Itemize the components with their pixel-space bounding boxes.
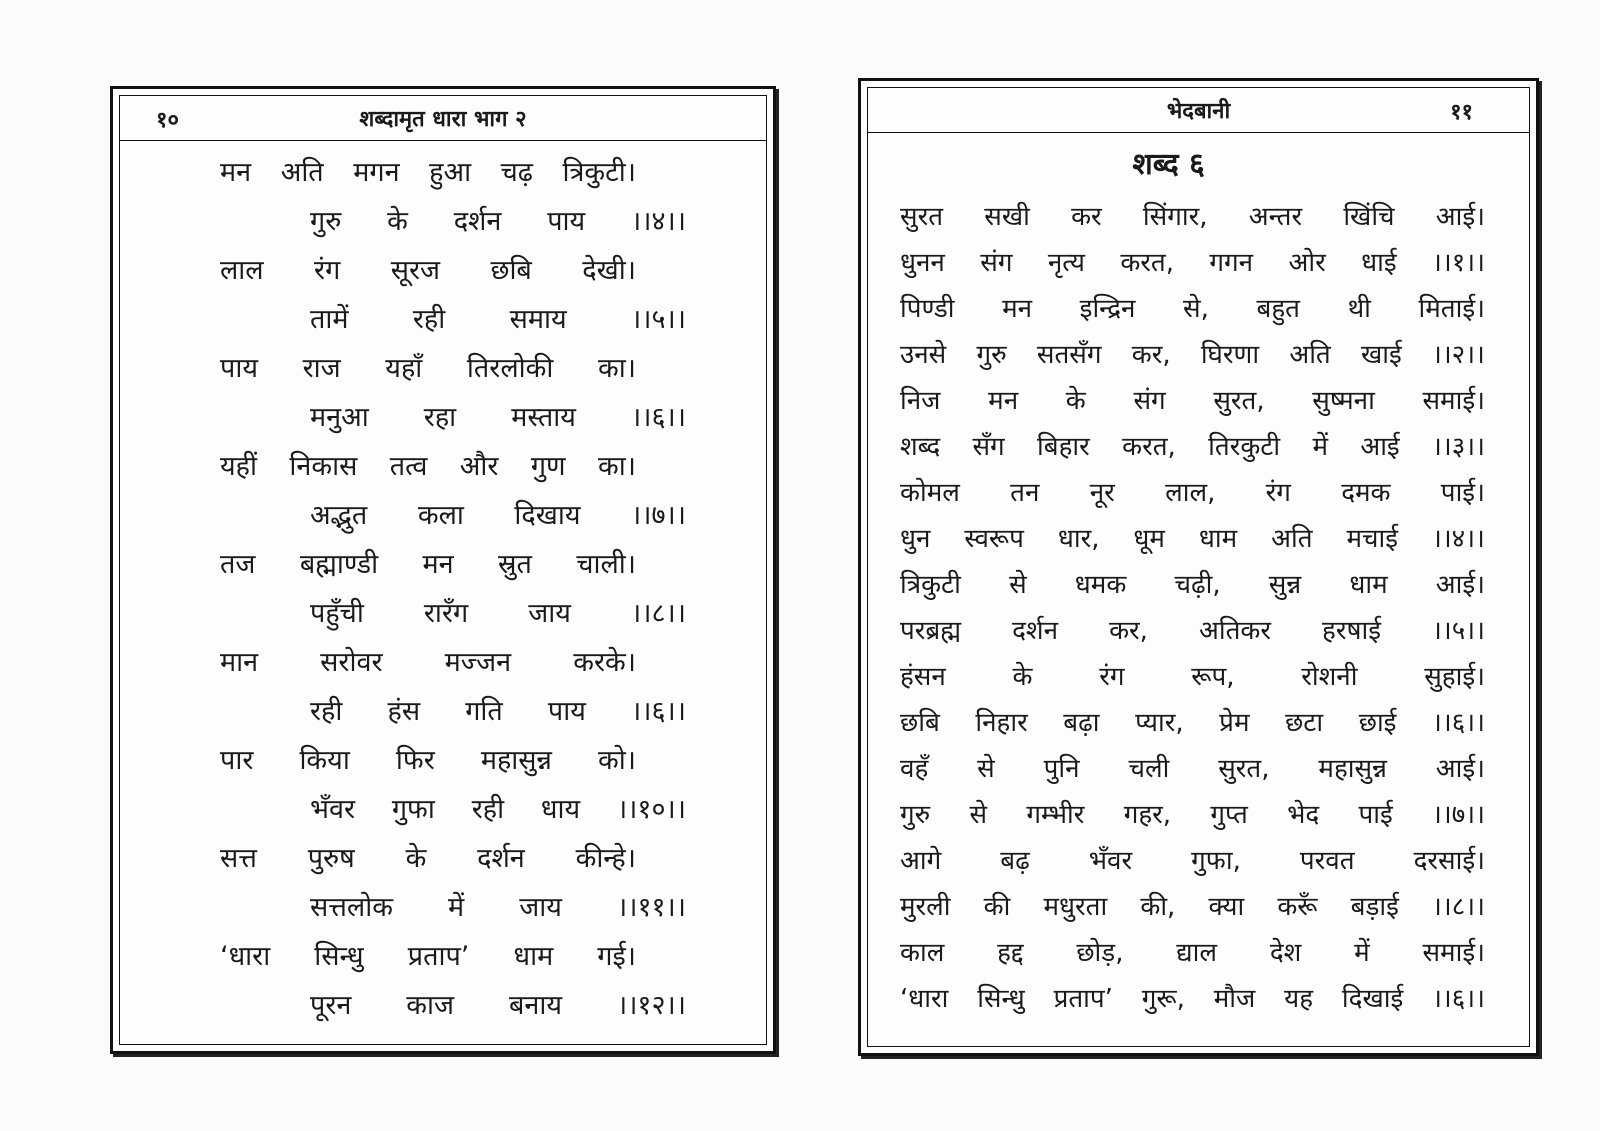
verse-word: निकास	[289, 451, 358, 482]
verse-word: आई	[1360, 432, 1400, 462]
verse-line	[120, 491, 766, 540]
verse-word: धुनन	[900, 248, 945, 278]
verse-word: बनाय	[508, 990, 563, 1021]
verse-word: धाम	[1198, 524, 1238, 554]
verse-word: छबि	[490, 255, 532, 286]
verse-word: की,	[1140, 892, 1176, 922]
verse-word: सिन्धु	[977, 984, 1025, 1014]
verse-word: मनुआ	[310, 402, 369, 433]
verse-line	[868, 976, 1529, 1022]
verse-word: छाई	[1358, 708, 1397, 738]
verse-word: ‘धारा	[900, 984, 949, 1014]
right-page-header-title: भेदबानी	[1166, 99, 1231, 124]
verse-word: समाई।	[1422, 386, 1485, 416]
verse-line	[120, 246, 766, 295]
verse-word: त्रिकुटी।	[562, 157, 636, 188]
verse-line	[868, 884, 1529, 930]
verse-word: लाल,	[1165, 478, 1216, 508]
verse-line	[868, 516, 1529, 562]
verse-word: गुफा,	[1191, 846, 1241, 876]
verse-word: अति	[280, 157, 324, 188]
verse-word: गुरु	[310, 206, 342, 237]
verse-word: गति	[465, 696, 503, 727]
verse-word: समाय	[509, 304, 567, 335]
verse-word: खाई	[1360, 340, 1402, 370]
verse-word: सखी	[984, 202, 1030, 232]
verse-word: आई।	[1435, 754, 1485, 784]
verse-word: रोशनी	[1301, 662, 1358, 692]
verse-word: दिखाय	[514, 500, 581, 531]
verse-line	[868, 700, 1529, 746]
verse-word: धार,	[1057, 524, 1100, 554]
verse-word: सुन्न	[1268, 570, 1302, 600]
verse-word: सूरज	[390, 255, 441, 286]
verse-line	[868, 424, 1529, 470]
verse-word: मधुरता	[1043, 892, 1108, 922]
verse-line	[868, 332, 1529, 378]
verse-word: बहुत	[1256, 294, 1300, 324]
verse-word: सुरत,	[1218, 754, 1270, 784]
verse-word: मचाई	[1346, 524, 1399, 554]
verse-word: देखी।	[582, 255, 636, 286]
verse-word: निहार	[975, 708, 1028, 738]
verse-word: में	[448, 892, 465, 923]
verse-word: कीन्हे।	[575, 843, 636, 874]
verse-word: दमक	[1341, 478, 1391, 508]
left-page-frame	[119, 95, 767, 1045]
verse-word: के	[1065, 386, 1086, 416]
verse-word: पाय	[220, 353, 258, 384]
verse-word: धाई	[1361, 248, 1397, 278]
verse-word: देश	[1269, 938, 1302, 968]
verse-word: चली	[1128, 754, 1170, 784]
verse-line	[120, 589, 766, 638]
verse-word: चढ़	[500, 157, 533, 188]
verse-line	[120, 344, 766, 393]
verse-word: गुप्त	[1210, 800, 1248, 830]
verse-word: बढ़ा	[1063, 708, 1100, 738]
verse-word: तामें	[310, 304, 349, 335]
verse-word: ।।७।।	[1432, 800, 1485, 830]
verse-line	[868, 240, 1529, 286]
verse-line	[868, 194, 1529, 240]
verse-word: पार	[220, 745, 254, 776]
verse-word: हद्द	[997, 938, 1024, 968]
verse-word: नृत्य	[1047, 248, 1085, 278]
verse-word: सत्त	[220, 843, 257, 874]
verse-word: फिर	[395, 745, 435, 776]
verse-word: ।।१०।।	[616, 794, 686, 825]
verse-word: अतिकर	[1198, 616, 1271, 646]
verse-line	[120, 442, 766, 491]
verse-word: पाई।	[1440, 478, 1485, 508]
verse-line	[120, 687, 766, 736]
verse-word: धूम	[1133, 524, 1165, 554]
verse-word: प्यार,	[1135, 708, 1184, 738]
verse-word: पुरुष	[307, 843, 355, 874]
verse-word: ।।६।।	[1432, 984, 1485, 1014]
verse-word: पाई	[1358, 800, 1393, 830]
verse-word: त्रिकुटी	[900, 570, 961, 600]
verse-word: स्रुत	[498, 549, 532, 580]
verse-word: मन	[422, 549, 454, 580]
verse-word: ‘धारा	[220, 941, 271, 972]
verse-word: गम्भीर	[1026, 800, 1085, 830]
verse-line	[868, 562, 1529, 608]
verse-word: कर,	[1109, 616, 1148, 646]
verse-word: से	[969, 800, 988, 830]
left-page-verses	[120, 148, 766, 1030]
verse-word: में	[1312, 432, 1329, 462]
verse-word: बढ़	[1000, 846, 1030, 876]
verse-word: राज	[302, 353, 341, 384]
verse-word: ।।५।।	[631, 304, 686, 335]
verse-word: सुहाई।	[1424, 662, 1485, 692]
verse-word: सिंगार,	[1142, 202, 1208, 232]
verse-word: गुरु	[976, 340, 1007, 370]
verse-word: पूरन	[310, 990, 352, 1021]
verse-word: छटा	[1285, 708, 1324, 738]
verse-word: ।।५।।	[1432, 616, 1485, 646]
verse-word: सुरत,	[1213, 386, 1265, 416]
verse-word: ।।३।।	[1432, 432, 1485, 462]
verse-word: ।।८।।	[631, 598, 686, 629]
verse-word: गहर,	[1123, 800, 1172, 830]
verse-word: भँवर	[1088, 846, 1133, 876]
verse-word: परब्रह्म	[900, 616, 962, 646]
verse-word: सुष्मना	[1312, 386, 1375, 416]
verse-word: थी	[1347, 294, 1371, 324]
verse-word: नूर	[1089, 478, 1115, 508]
verse-word: सतसँग	[1036, 340, 1102, 370]
verse-word: पिण्डी	[900, 294, 955, 324]
verse-word: कर,	[1131, 340, 1171, 370]
verse-word: गुरू,	[1141, 984, 1185, 1014]
right-page	[858, 78, 1539, 1056]
verse-word: परवत	[1299, 846, 1355, 876]
verse-word: दर्शन	[453, 206, 502, 237]
verse-word: तन	[1010, 478, 1040, 508]
verse-word: हरषाई	[1322, 616, 1381, 646]
verse-word: यहाँ	[385, 353, 423, 384]
verse-word: गुरु	[900, 800, 931, 830]
verse-word: प्रेम	[1219, 708, 1250, 738]
verse-word: गुफा	[391, 794, 435, 825]
verse-word: समाई।	[1422, 938, 1485, 968]
verse-word: धुन	[900, 524, 931, 554]
verse-word: कला	[417, 500, 464, 531]
verse-word: के	[387, 206, 408, 237]
verse-word: मान	[220, 647, 259, 678]
verse-line	[868, 378, 1529, 424]
verse-word: मन	[220, 157, 252, 188]
verse-line	[868, 746, 1529, 792]
verse-word: इन्द्रिन	[1079, 294, 1136, 324]
verse-word: ।।७।।	[631, 500, 686, 531]
verse-word: भेद	[1287, 800, 1320, 830]
verse-word: काज	[406, 990, 455, 1021]
verse-word: को।	[598, 745, 636, 776]
verse-word: आगे	[900, 846, 942, 876]
verse-word: तिरकुटी	[1208, 432, 1281, 462]
verse-word: पाय	[547, 206, 586, 237]
verse-word: किया	[299, 745, 350, 776]
verse-word: गई।	[597, 941, 636, 972]
verse-word: शब्द	[900, 432, 941, 462]
verse-word: सरोवर	[320, 647, 383, 678]
verse-line	[120, 981, 766, 1030]
verse-word: मन	[988, 386, 1019, 416]
verse-word: ।।८।।	[1432, 892, 1485, 922]
left-page-header	[120, 96, 766, 141]
verse-word: धाम	[1349, 570, 1388, 600]
verse-word: कर	[1071, 202, 1102, 232]
verse-word: भँवर	[310, 794, 356, 825]
verse-line	[120, 834, 766, 883]
verse-word: निज	[900, 386, 941, 416]
verse-word: मस्ताय	[511, 402, 576, 433]
verse-word: रहा	[423, 402, 457, 433]
verse-line	[120, 295, 766, 344]
verse-word: रंग	[1265, 478, 1291, 508]
verse-word: द्याल	[1176, 938, 1218, 968]
verse-line	[120, 932, 766, 981]
verse-word: मुरली	[900, 892, 951, 922]
verse-word: पुनि	[1043, 754, 1080, 784]
verse-word: अति	[1289, 340, 1331, 370]
verse-word: के	[1012, 662, 1033, 692]
verse-word: मगन	[353, 157, 400, 188]
verse-word: के	[405, 843, 427, 874]
verse-word: रही	[471, 794, 505, 825]
verse-word: महासुन्न	[1318, 754, 1387, 784]
verse-word: आई।	[1435, 202, 1485, 232]
verse-word: वहँ	[900, 754, 929, 784]
verse-word: पहुँची	[310, 598, 364, 629]
verse-word: अन्तर	[1248, 202, 1303, 232]
verse-line	[120, 393, 766, 442]
verse-word: की	[983, 892, 1011, 922]
verse-word: रंग	[314, 255, 341, 286]
right-page-header	[868, 88, 1529, 133]
right-page-verses	[868, 194, 1529, 1022]
verse-word: अद्भुत	[310, 500, 368, 531]
verse-word: आई।	[1435, 570, 1485, 600]
verse-word: करूँ	[1277, 892, 1318, 922]
verse-word: करत,	[1122, 432, 1176, 462]
verse-word: दर्शन	[477, 843, 525, 874]
verse-word: तज	[220, 549, 256, 580]
verse-word: तत्व	[389, 451, 428, 482]
verse-word: सुरत	[900, 202, 944, 232]
verse-word: दर्शन	[1012, 616, 1059, 646]
verse-line	[120, 197, 766, 246]
verse-word: से	[1009, 570, 1027, 600]
verse-line	[868, 930, 1529, 976]
verse-word: छोड़,	[1076, 938, 1124, 968]
verse-line	[868, 470, 1529, 516]
verse-word: हुआ	[429, 157, 472, 188]
verse-word: ।।१।।	[1432, 248, 1485, 278]
shabd-heading: शब्द ६	[1132, 147, 1205, 182]
verse-word: मौज	[1213, 984, 1256, 1014]
verse-word: ।।६।।	[631, 696, 686, 727]
verse-word: करके।	[573, 647, 636, 678]
verse-line	[120, 148, 766, 197]
verse-word: बड़ाई	[1350, 892, 1399, 922]
verse-word: का।	[597, 451, 636, 482]
verse-word: लाल	[220, 255, 264, 286]
verse-word: ।।४।।	[630, 206, 686, 237]
verse-word: चढ़ी,	[1174, 570, 1221, 600]
verse-word: चाली।	[576, 549, 636, 580]
verse-word: उनसे	[900, 340, 947, 370]
verse-line	[120, 785, 766, 834]
verse-word: रंग	[1099, 662, 1125, 692]
verse-word: से,	[1183, 294, 1209, 324]
verse-word: ।।२।।	[1431, 340, 1485, 370]
verse-line	[120, 736, 766, 785]
verse-word: हंस	[387, 696, 421, 727]
verse-line	[868, 838, 1529, 884]
verse-word: में	[1354, 938, 1370, 968]
verse-word: रही	[310, 696, 343, 727]
verse-word: मन	[1002, 294, 1033, 324]
verse-word: घिरणा	[1200, 340, 1260, 370]
verse-word: संग	[980, 248, 1013, 278]
verse-word: धाम	[513, 941, 554, 972]
verse-word: यहीं	[220, 451, 257, 482]
verse-word: दिखाई	[1341, 984, 1404, 1014]
verse-word: रारँग	[423, 598, 469, 629]
verse-word: बिहार	[1037, 432, 1090, 462]
verse-line	[120, 883, 766, 932]
verse-line	[868, 792, 1529, 838]
right-page-frame	[867, 87, 1530, 1047]
verse-word: महासुन्न	[480, 745, 552, 776]
right-page-number: ११	[1450, 100, 1473, 125]
verse-line	[868, 286, 1529, 332]
verse-word: काल	[900, 938, 945, 968]
verse-word: ।।११।।	[616, 892, 686, 923]
verse-word: क्या	[1208, 892, 1245, 922]
verse-word: सत्तलोक	[310, 892, 393, 923]
verse-word: ।।४।।	[1431, 524, 1485, 554]
verse-line	[120, 540, 766, 589]
verse-word: यह	[1284, 984, 1314, 1014]
verse-word: हंसन	[900, 662, 946, 692]
verse-word: रही	[412, 304, 446, 335]
verse-word: धाय	[540, 794, 581, 825]
left-page-number: १०	[156, 108, 179, 133]
verse-word: ओर	[1288, 248, 1326, 278]
verse-word: सिन्धु	[314, 941, 364, 972]
left-page-header-title: शब्दामृत धारा भाग २	[359, 107, 527, 132]
verse-word: गुण	[530, 451, 566, 482]
verse-word: पाय	[547, 696, 586, 727]
verse-word: ।।१२।।	[616, 990, 686, 1021]
verse-word: कोमल	[900, 478, 960, 508]
verse-word: और	[459, 451, 499, 482]
verse-word: स्वरूप	[964, 524, 1024, 554]
verse-word: जाय	[528, 598, 571, 629]
verse-word: प्रताप’	[1053, 984, 1113, 1014]
verse-word: अति	[1271, 524, 1313, 554]
verse-word: रूप,	[1191, 662, 1235, 692]
verse-word: संग	[1133, 386, 1166, 416]
left-page	[110, 86, 776, 1054]
verse-word: प्रताप’	[407, 941, 470, 972]
verse-word: से	[977, 754, 995, 784]
verse-word: छबि	[900, 708, 940, 738]
verse-word: जाय	[519, 892, 562, 923]
verse-word: सँग	[972, 432, 1005, 462]
verse-word: बह्माण्डी	[299, 549, 379, 580]
verse-word: तिरलोकी	[466, 353, 554, 384]
verse-line	[868, 608, 1529, 654]
verse-word: ।।६।।	[631, 402, 686, 433]
verse-word: मिताई।	[1418, 294, 1485, 324]
verse-line	[868, 654, 1529, 700]
verse-word: ।।६।।	[1432, 708, 1485, 738]
verse-word: खिंचि	[1343, 202, 1395, 232]
verse-word: का।	[597, 353, 636, 384]
verse-word: दरसाई।	[1413, 846, 1485, 876]
verse-word: करत,	[1120, 248, 1174, 278]
verse-word: गगन	[1209, 248, 1254, 278]
verse-word: मज्जन	[444, 647, 512, 678]
verse-line	[120, 638, 766, 687]
verse-word: धमक	[1074, 570, 1127, 600]
